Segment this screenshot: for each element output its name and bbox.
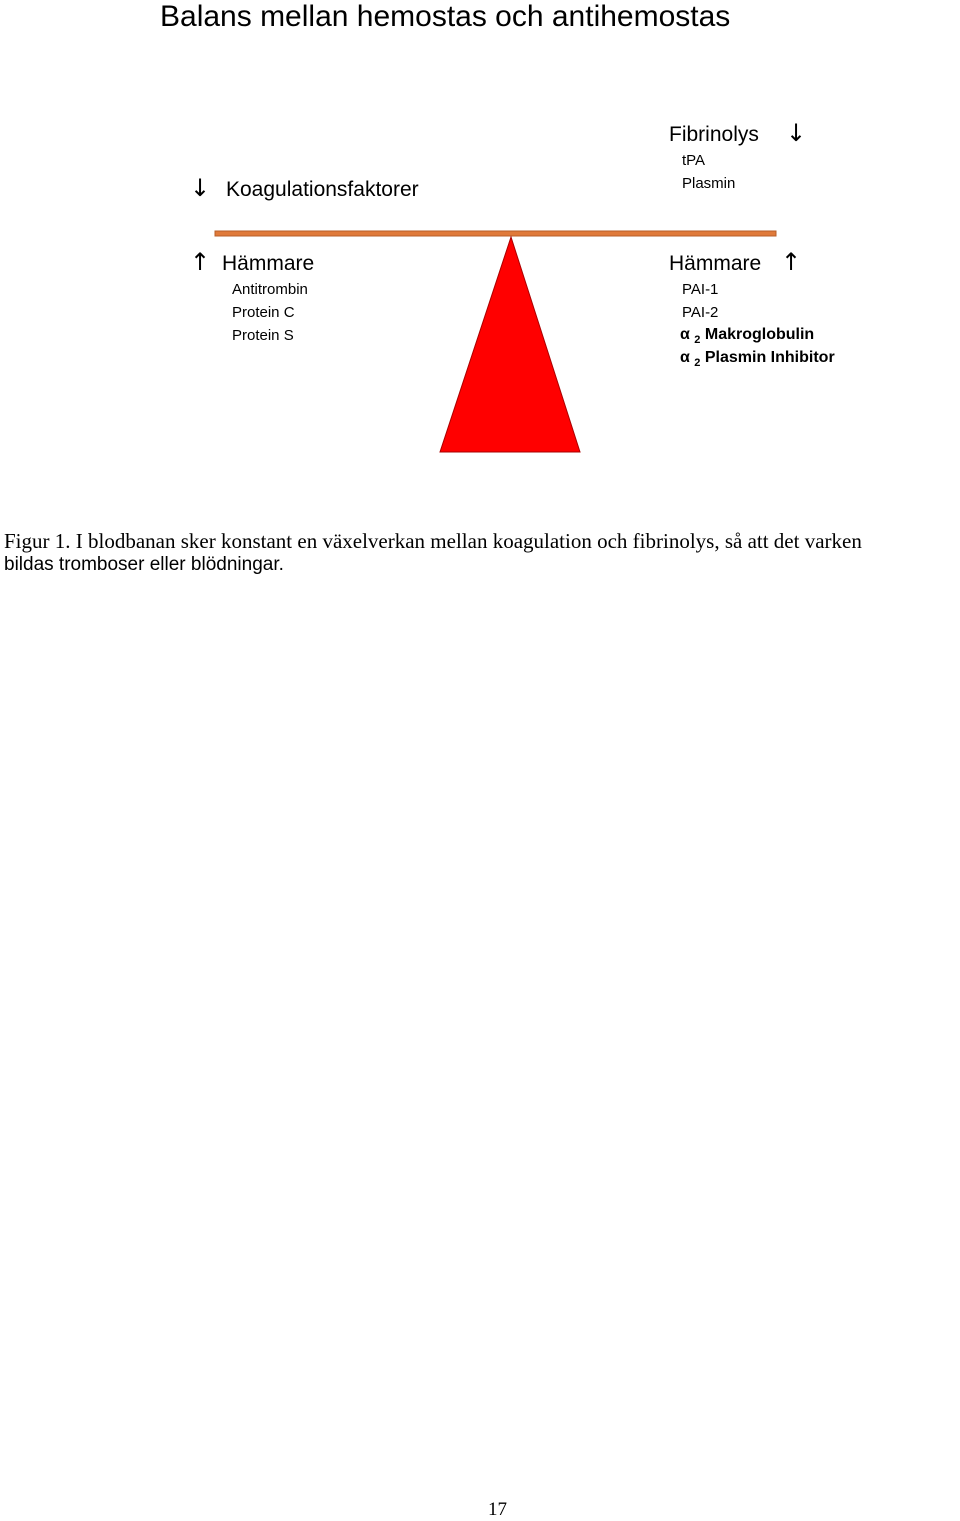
scale-fulcrum — [440, 237, 580, 452]
right-inhibitor-item: PAI-1 — [682, 281, 719, 298]
down-arrow-icon: ↓ — [190, 174, 211, 202]
coagulation-factors-label: Koagulationsfaktorer — [226, 178, 419, 201]
page-number: 17 — [488, 1499, 507, 1520]
figure-caption-line-2: bildas tromboser eller blödningar. — [4, 554, 284, 575]
left-inhibitor-item: Protein S — [232, 327, 294, 344]
fibrinolysis-item: tPA — [682, 152, 706, 169]
balance-scale-diagram — [0, 0, 960, 470]
fibrinolysis-item: Plasmin — [682, 175, 736, 192]
page-title: Balans mellan hemostas och antihemostas — [160, 0, 731, 33]
left-inhibitors-heading: Hämmare — [222, 252, 315, 275]
figure-caption-line-1: Figur 1. I blodbanan sker konstant en växelverkan mellan koagulation och fibrinolys, så att det varken — [4, 529, 862, 553]
up-arrow-icon: ↑ — [190, 248, 211, 276]
left-inhibitor-item: Protein C — [232, 304, 295, 321]
fibrinolysis-heading: Fibrinolys — [669, 123, 759, 146]
right-inhibitor-alpha-item: α $_2$ Plasmin Inhibitor — [680, 349, 835, 370]
down-arrow-icon: ↓ — [786, 119, 807, 147]
right-inhibitor-alpha-item: α $_2$ Makroglobulin — [680, 326, 815, 347]
right-inhibitors-heading: Hämmare — [669, 252, 762, 275]
scale-beam — [215, 231, 776, 236]
right-inhibitor-item: PAI-2 — [682, 304, 719, 321]
left-inhibitor-item: Antitrombin — [232, 281, 308, 298]
up-arrow-icon: ↑ — [781, 248, 802, 276]
